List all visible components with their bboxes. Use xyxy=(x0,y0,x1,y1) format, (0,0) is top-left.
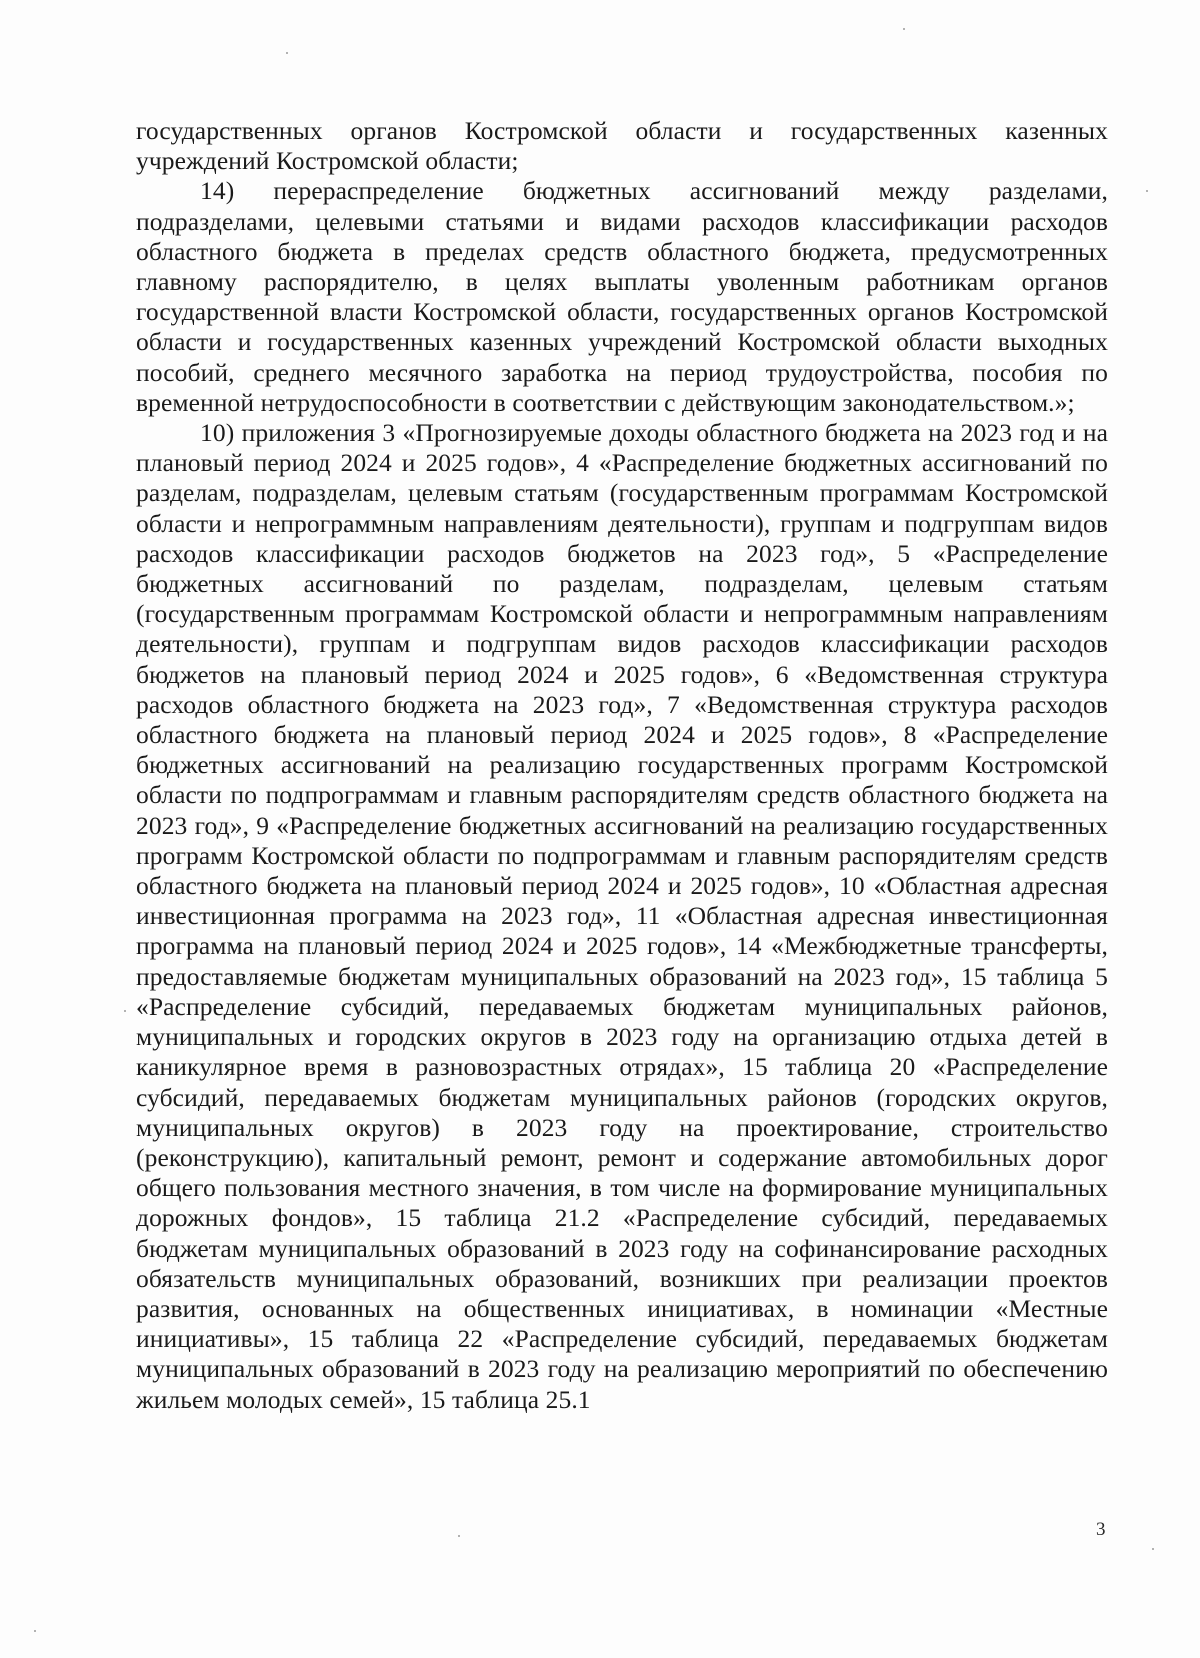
paragraph-item-10: 10) приложения 3 «Прогнозируемые доходы областного бюджета на 2023 год и на плановый период 2024 и 2025 годов», 4 «Распределение бюджетных ассигнований по разделам, подразделам, целевым статьям (государственным программам Костромской области и непрограммным направлениям деятельности), группам и подгруппам видов расходов классификации расходов бюджетов на 2023 год», 5 «Распределение бюджетных ассигнований по разделам, подразделам, целевым статьям (государственным программам Костромской области и непрограммным направлениям деятельности), группам и подгруппам видов расходов классификации расходов бюджетов на плановый период 2024 и 2025 годов», 6 «Ведомственная структура расходов областного бюджета на 2023 год», 7 «Ведомственная структура расходов областного бюджета на плановый период 2024 и 2025 годов», 8 «Распределение бюджетных ассигнований на реализацию государственных программ Костромской области по подпрограммам и главным распорядителям средств областного бюджета на 2023 год», 9 «Распределение бюджетных ассигнований на реализацию государственных программ Костромской области по подпрограммам и главным распорядителям средств областного бюджета на плановый период 2024 и 2025 годов», 10 «Областная адресная инвестиционная программа на 2023 год», 11 «Областная адресная инвестиционная программа на плановый период 2024 и 2025 годов», 14 «Межбюджетные трансферты, предоставляемые бюджетам муниципальных образований на 2023 год», 15 таблица 5 «Распределение субсидий, передаваемых бюджетам муниципальных районов, муниципальных и городских округов в 2023 году на организацию отдыха детей в каникулярное время в разновозрастных отрядах», 15 таблица 20 «Распределение субсидий, передаваемых бюджетам муниципальных районов (городских округов, муниципальных округов) в 2023 году на проектирование, строительство (реконструкцию), капитальный ремонт, ремонт и содержание автомобильных дорог общего пользования местного значения, в том числе на формирование муниципальных дорожных фондов», 15 таблица 21.2 «Распределение субсидий, передаваемых бюджетам муниципальных образований в 2023 году на софинансирование расходных обязательств муниципальных образований, возникших при реализации проектов развития, основанных на общественных инициативах, в номинации «Местные инициативы», 15 таблица 22 «Распределение субсидий, передаваемых бюджетам муниципальных образований в 2023 году на реализацию мероприятий по обеспечению жильем молодых семей», 15 таблица 25.1 xyxy=(136,418,1108,1414)
scan-speck xyxy=(124,1010,126,1012)
scan-speck xyxy=(34,1630,36,1632)
paragraph-continuation: государственных органов Костромской области и государственных казенных учреждений Костромской области; xyxy=(136,116,1108,176)
scan-speck xyxy=(1146,190,1148,192)
scan-speck xyxy=(286,52,288,54)
page-number: 3 xyxy=(1096,1519,1106,1540)
document-body xyxy=(136,116,1108,1415)
paragraph-item-14: 14) перераспределение бюджетных ассигнований между разделами, подразделами, целевыми статьями и видами расходов классификации расходов областного бюджета в пределах средств областного бюджета, предусмотренных главному распорядителю, в целях выплаты уволенным работникам органов государственной власти Костромской области, государственных органов Костромской области и государственных казенных учреждений Костромской области выходных пособий, среднего месячного заработка на период трудоустройства, пособия по временной нетрудоспособности в соответствии с действующим законодательством.»; xyxy=(136,176,1108,417)
scan-speck xyxy=(903,28,905,30)
scan-speck xyxy=(458,1535,460,1537)
scan-speck xyxy=(1152,1548,1154,1550)
